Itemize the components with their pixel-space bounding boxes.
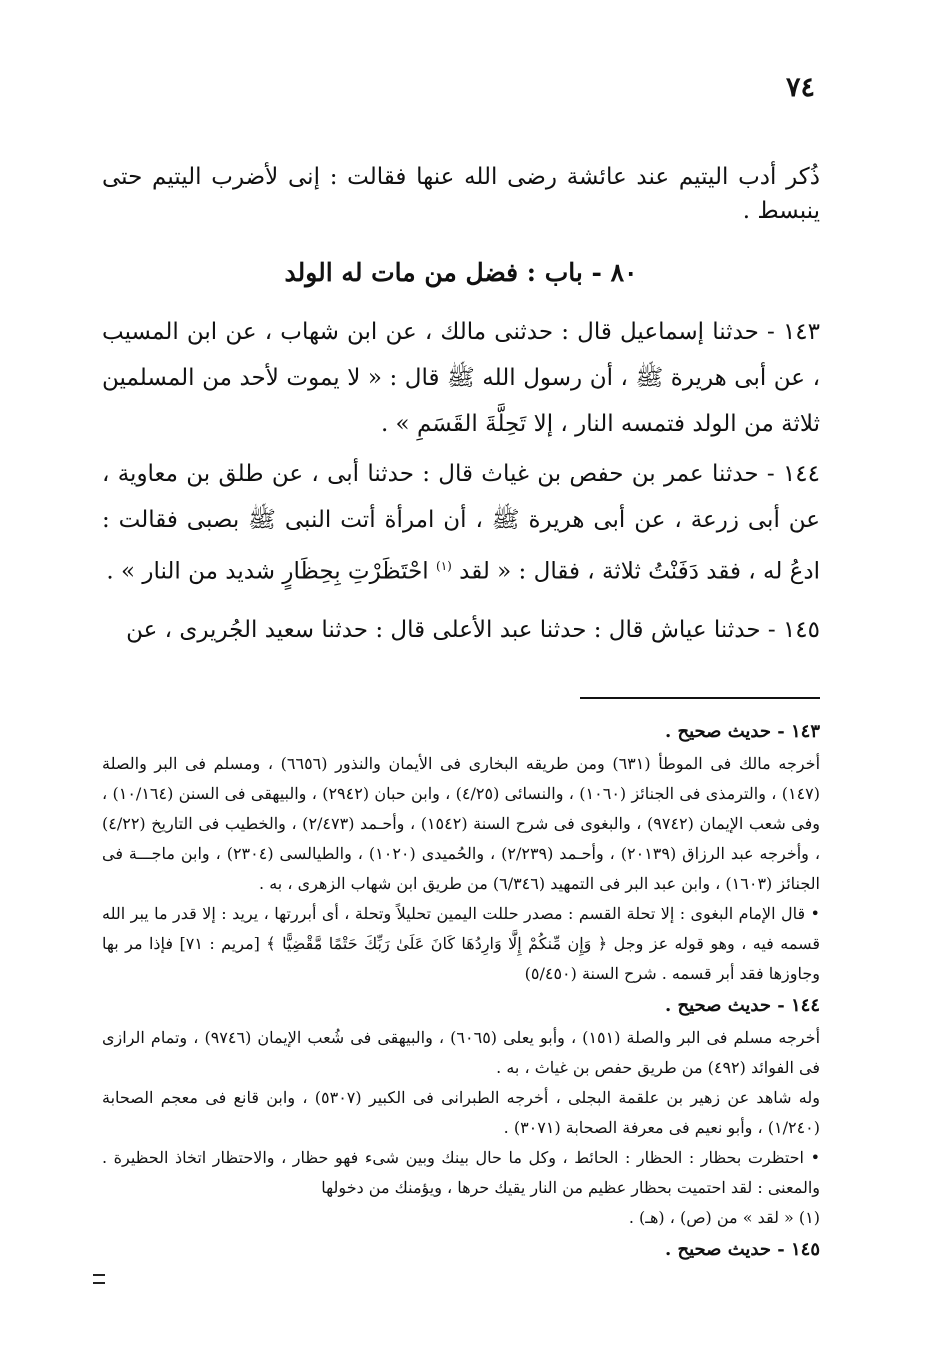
footnote-ref: (١) (436, 559, 452, 573)
note-144-heading: ١٤٤ - حديث صحيح . (664, 994, 820, 1016)
hadith-144 (102, 451, 820, 595)
footnote-1: (١) « لقد » من (ص) ، (هـ) . (628, 1207, 820, 1227)
note-143-takhrij: أخرجه مالك فى الموطأ (٦٣١) ومن طريقه البخارى فى الأيمان والنذور (٦٦٥٦) ، ومسلم فى البر والصلة (١٤٧) ، والترمذى فى الجنائز (١٠٦٠) ، والنسائى (٤/٢٥) ، وابن حبان (٢٩٤٢) ، والبيهقى فى السنن (١٠/١٦٤) ، وفى شعب الإيمان (٩٧٤٢) ، والبغوى فى شرح السنة (١٥٤٢) ، وأحـمد (٢/٤٧٣) ، والخطيب فى التاريخ (٤/٢٢) ، وأخرجه عبد الرزاق (٢٠١٣٩) ، وأحـمد (٢/٢٣٩) ، والحُميدى (١٠٢٠) ، والطيالسى (٢٣٠٤) ، وابن ماجـــة فى الجنائز (١٦٠٣) ، وابن عبد البر فى التمهيد (٦/٣٤٦) من طريق ابن شهاب الزهرى ، به . (102, 753, 821, 893)
hadith-144-text: ١٤٤ - حدثنا عمر بن حفص بن غياث قال : حدثنا أبى ، عن طلق بن معاوية ، عن أبى زرعة ، عن أبى هريرة ﷺ ، أن امرأة أتت النبى ﷺ بصبى فقالت : ادعُ له ، فقد دَفَنْتُ ثلاثة ، فقال : « لقد (102, 461, 820, 585)
chapter-title: ٨٠ - باب : فضل من مات له الولد (284, 258, 638, 287)
hadith-144-end: احْتَظَرْتِ بِحِظَارٍ شديد من النار » . (106, 558, 429, 585)
note-145-heading: ١٤٥ - حديث صحيح . (664, 1238, 820, 1260)
page-end-mark (93, 1274, 105, 1284)
hadith-143: ١٤٣ - حدثنا إسماعيل قال : حدثنى مالك ، عن ابن شهاب ، عن ابن المسيب ، عن أبى هريرة ﷺ ، أن رسول الله ﷺ قال : « لا يموت لأحد من المسلمين ثلاثة من الولد فتمسه النار ، إلا تَحِلَّةَ القَسَمِ » . (102, 319, 820, 437)
page-number: ٧٤ (785, 72, 815, 103)
footnote-separator (580, 697, 820, 699)
note-143-heading: ١٤٣ - حديث صحيح . (664, 720, 820, 742)
hadith-145: ١٤٥ - حدثنا عياش قال : حدثنا عبد الأعلى قال : حدثنا سعيد الجُريرى ، عن (126, 616, 820, 643)
note-144-takhrij: أخرجه مسلم فى البر والصلة (١٥١) ، وأبو يعلى (٦٠٦٥) ، والبيهقى فى شُعب الإيمان (٩٧٤٦) ، وتمام الرازى فى الفوائد (٤٩٢) من طريق حفص بن غياث ، به . (102, 1027, 821, 1077)
note-144-explanation: • احتظرت بحظار : الحظار : الحائط ، وكل ما حال بينك وبين شىء فهو حظار ، والاحتظار اتخاذ الحظيرة . والمعنى : لقد احتميت بحظار عظيم من النار يقيك حرها ، ويؤمنك من دخولها (102, 1147, 821, 1197)
intro-line: ذُكر أدب اليتيم عند عائشة رضى الله عنها فقالت : إنى لأضرب اليتيم حتى ينبسط . (102, 164, 820, 224)
note-143-explanation: • قال الإمام البغوى : إلا تحلة القسم : مصدر حللت اليمين تحليلاً وتحلة ، أى أبررتها ، يريد : إلا قدر ما يبر الله قسمه فيه ، وهو قوله عز وجل ﴿ وَإِن مِّنكُمْ إِلَّا وَارِدُهَا كَانَ عَلَىٰ رَبِّكَ حَتْمًا مَّقْضِيًّا ﴾ [مريم : ٧١] فإذا مر بها وجاوزها فقد أبر قسمه . شرح السنة (٥/٤٥٠) (102, 903, 821, 983)
note-144-witness: وله شاهد عن زهير بن علقمة البجلى ، أخرجه الطبرانى فى الكبير (٥٣٠٧) ، وابن قانع فى معجم الصحابة (١/٢٤٠) ، وأبو نعيم فى معرفة الصحابة (٣٠٧١) . (102, 1087, 820, 1137)
